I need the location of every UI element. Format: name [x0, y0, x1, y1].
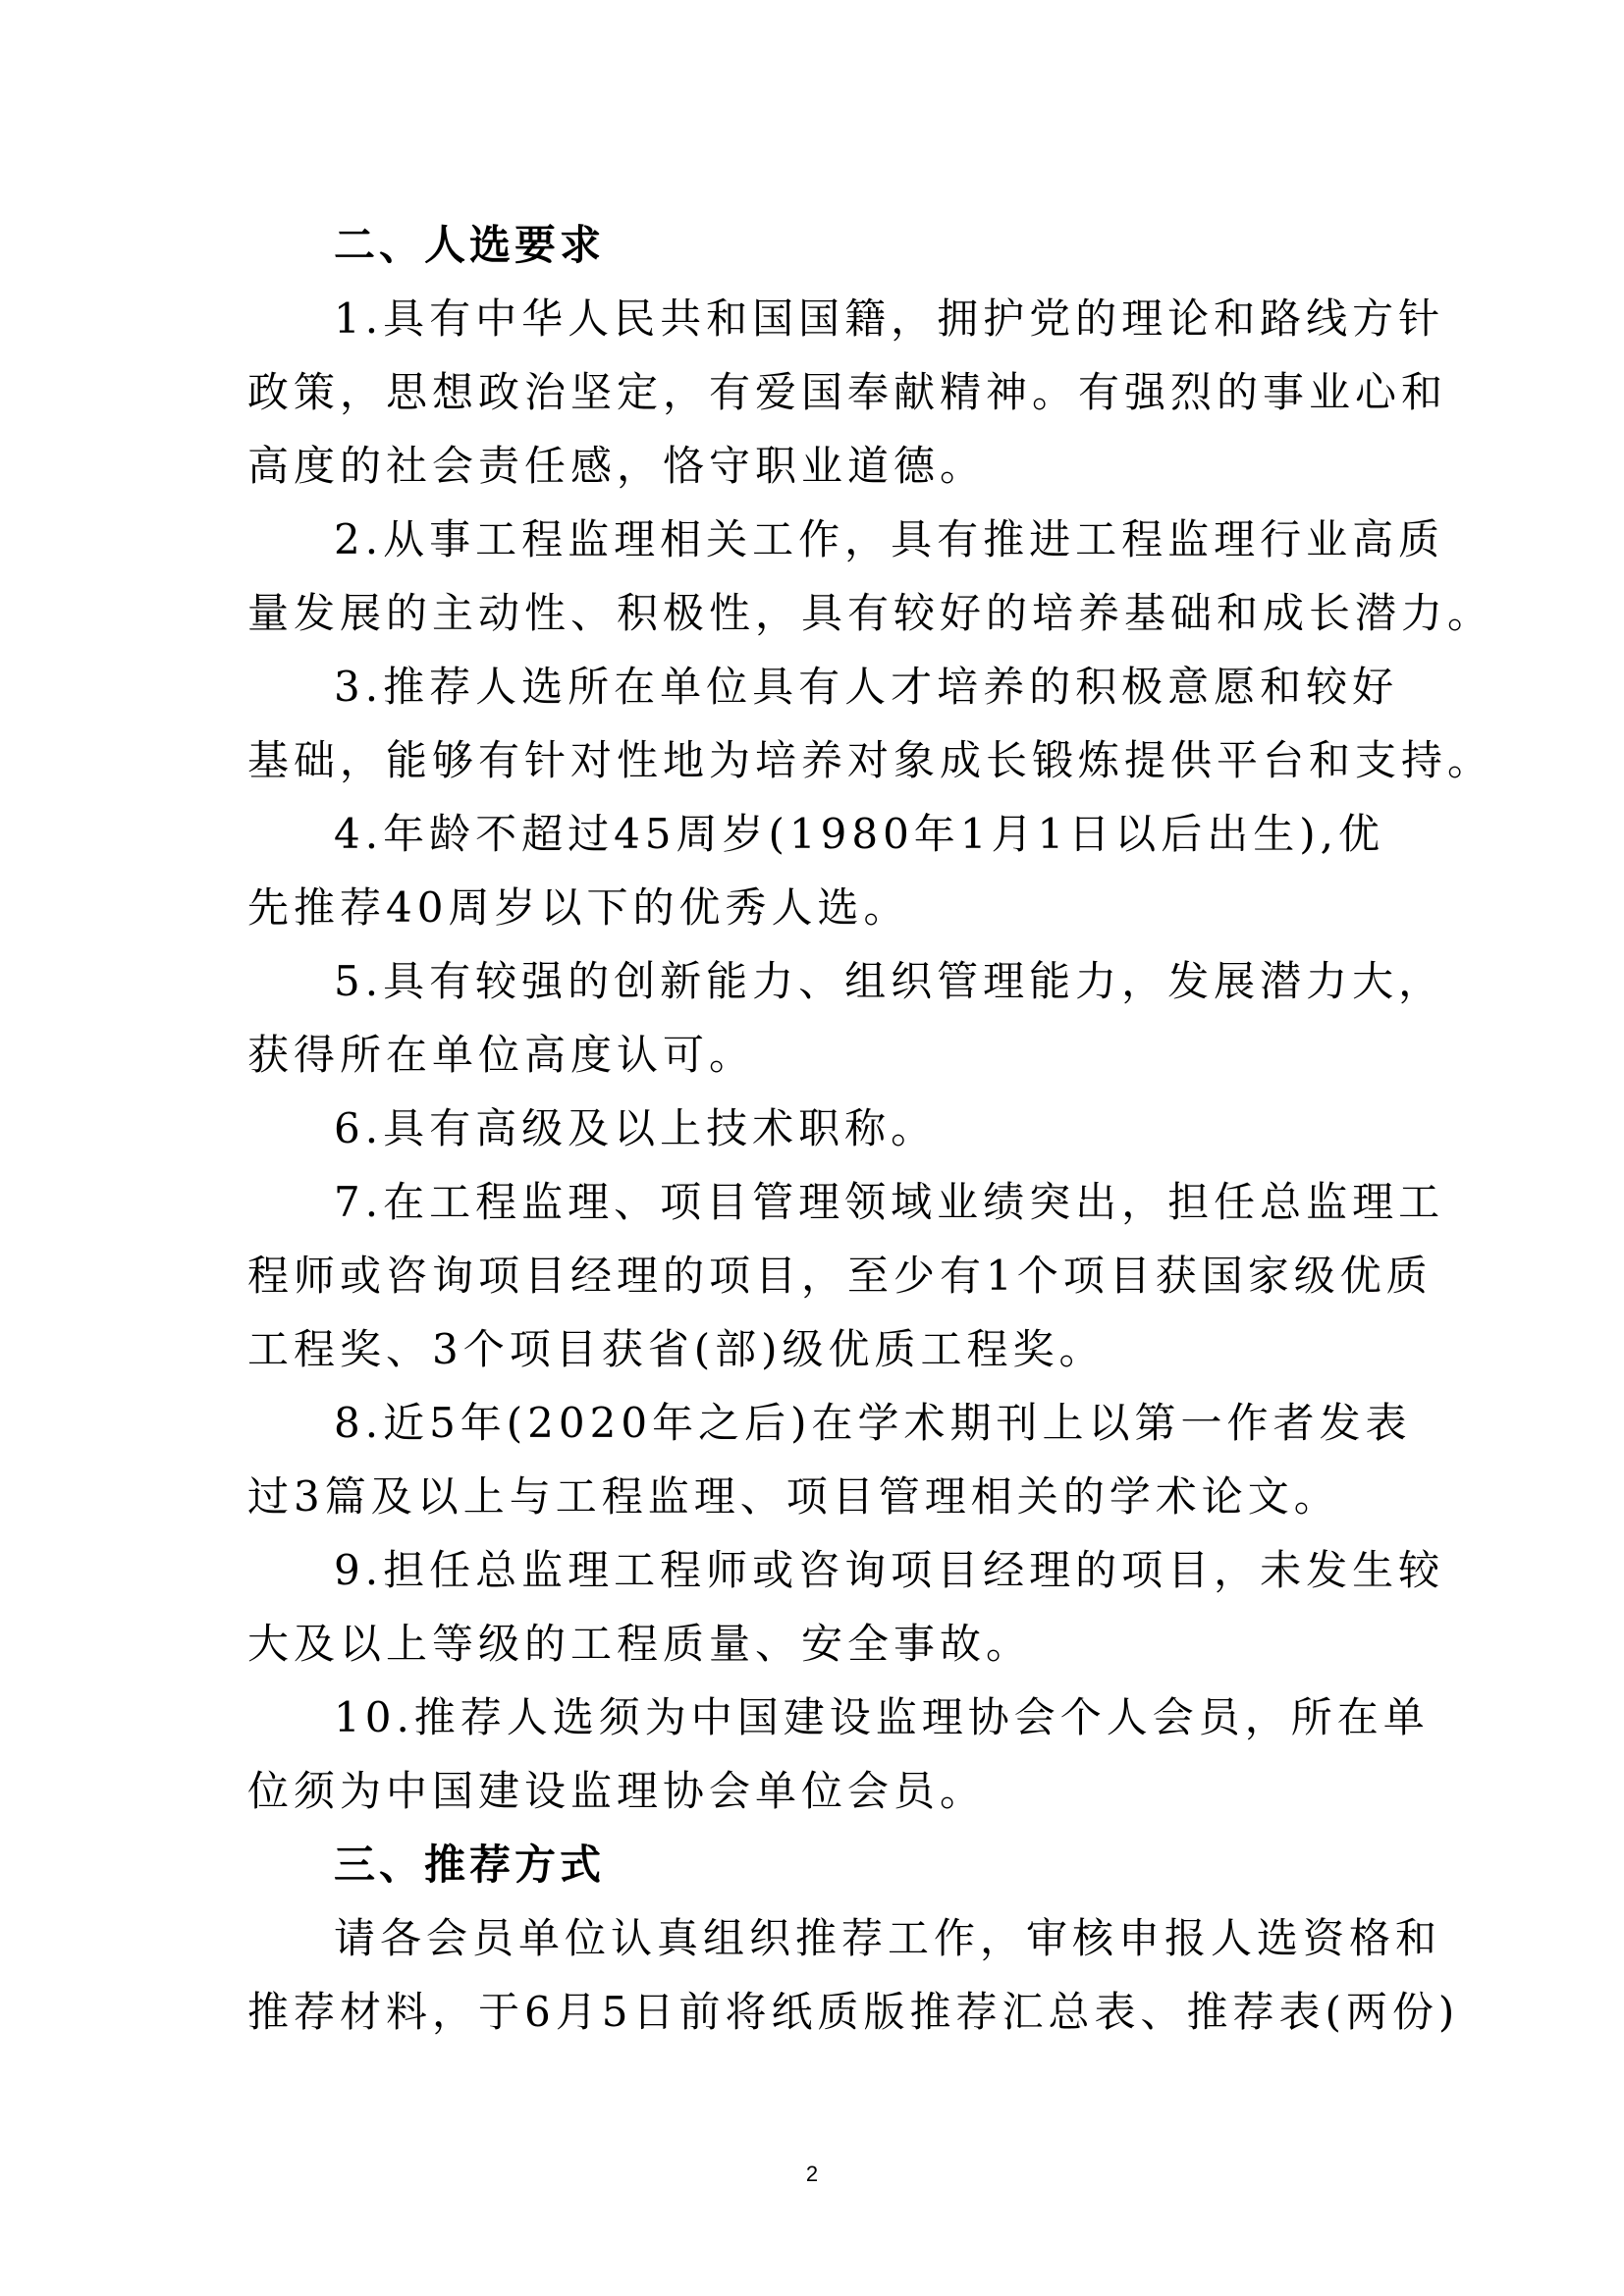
text-line: 位须为中国建设监理协会单位会员。	[247, 1767, 987, 1815]
text-line: 基础，能够有针对性地为培养对象成长锻炼提供平台和支持。	[247, 736, 1494, 784]
text-line: 先推荐40周岁以下的优秀人选。	[247, 883, 910, 932]
text-line: 7.在工程监理、项目管理领域业绩突出，担任总监理工	[334, 1178, 1445, 1226]
text-line: 高度的社会责任感，恪守职业道德。	[247, 442, 987, 490]
text-line: 大及以上等级的工程质量、安全事故。	[247, 1620, 1033, 1668]
text-line: 6.具有高级及以上技术职称。	[334, 1104, 938, 1152]
page-number: 2	[805, 2162, 819, 2186]
text-line: 政策，思想政治坚定，有爱国奉献精神。有强烈的事业心和	[247, 368, 1448, 416]
text-line: 4.年龄不超过45周岁(1980年1月1日以后出生),优	[334, 810, 1384, 858]
text-line: 5.具有较强的创新能力、组织管理能力，发展潜力大，	[334, 957, 1445, 1005]
text-line: 3.推荐人选所在单位具有人才培养的积极意愿和较好	[334, 663, 1399, 711]
text-line: 1.具有中华人民共和国国籍，拥护党的理论和路线方针	[334, 294, 1445, 343]
section-heading-recommendation-method: 三、推荐方式	[334, 1841, 606, 1889]
text-line: 程师或咨询项目经理的项目，至少有1个项目获国家级优质	[247, 1252, 1433, 1300]
text-line: 过3篇及以上与工程监理、项目管理相关的学术论文。	[247, 1472, 1340, 1521]
text-line: 获得所在单位高度认可。	[247, 1031, 756, 1079]
text-line: 10.推荐人选须为中国建设监理协会个人会员，所在单	[334, 1693, 1430, 1741]
text-line: 8.近5年(2020年之后)在学术期刊上以第一作者发表	[334, 1399, 1412, 1447]
text-line: 工程奖、3个项目获省(部)级优质工程奖。	[247, 1325, 1106, 1373]
text-line: 请各会员单位认真组织推荐工作，审核申报人选资格和	[334, 1914, 1442, 1962]
text-line: 2.从事工程监理相关工作，具有推进工程监理行业高质	[334, 515, 1445, 563]
text-line: 推荐材料，于6月5日前将纸质版推荐汇总表、推荐表(两份)	[247, 1988, 1460, 2036]
section-heading-candidate-requirements: 二、人选要求	[334, 221, 606, 269]
text-line: 量发展的主动性、积极性，具有较好的培养基础和成长潜力。	[247, 589, 1494, 637]
text-line: 9.担任总监理工程师或咨询项目经理的项目，未发生较	[334, 1546, 1445, 1594]
